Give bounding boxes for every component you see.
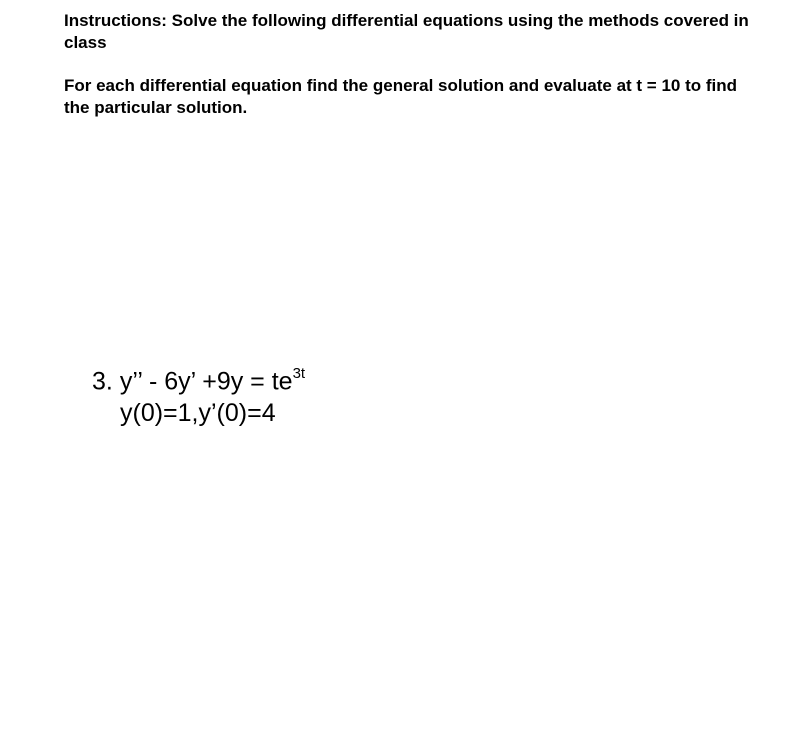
task-description-text: For each differential equation find the general solution and evaluate at t = 10 to find the particular solution. [64, 76, 738, 117]
initial-conditions: y(0)=1,y’(0)=4 [120, 399, 276, 428]
differential-equation [92, 360, 305, 397]
equation-exponent: 3t [292, 365, 306, 382]
instructions-block [64, 10, 764, 119]
equation-lhs: y’’ - 6y’ +9y = te [119, 367, 293, 396]
instructions-text: Instructions: Solve the following differential equations using the methods covered in class [64, 11, 749, 52]
problem-number: 3. [92, 367, 113, 396]
problem-3 [92, 360, 305, 429]
